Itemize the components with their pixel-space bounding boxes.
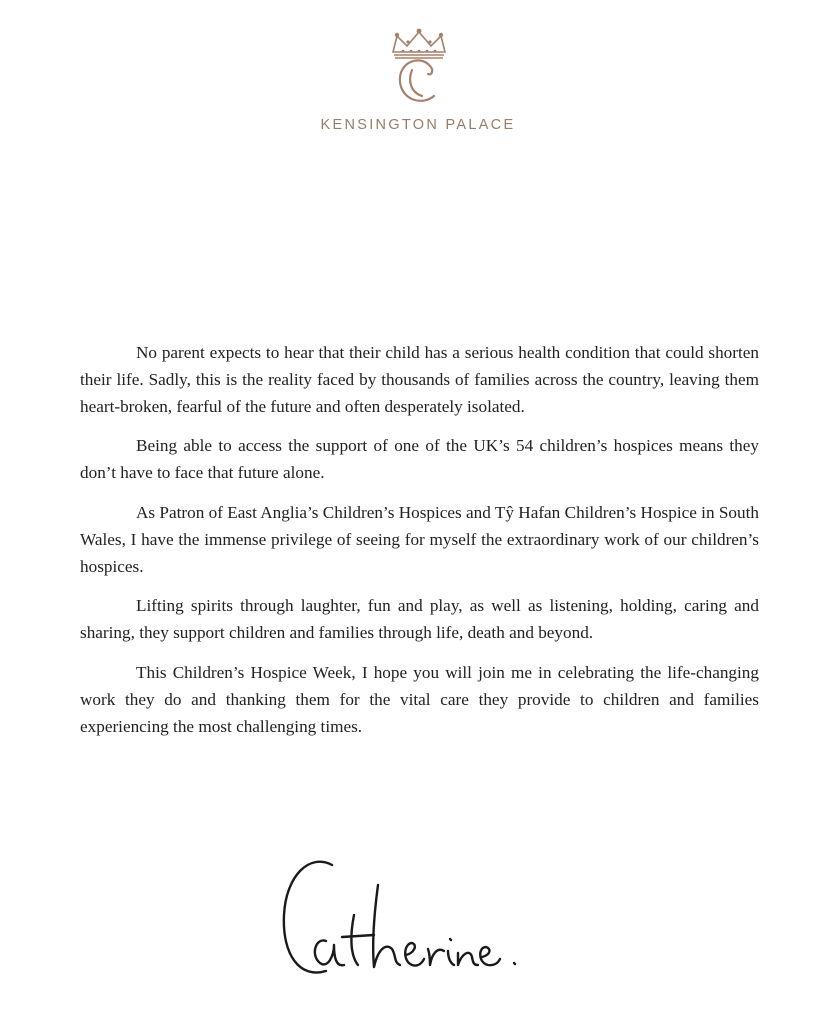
signature-drawing (270, 845, 530, 995)
paragraph: Being able to access the support of one of the UK’s 54 children’s hospices means they don’t have to face that future alone. (80, 436, 759, 483)
signature (270, 845, 530, 995)
letterhead (0, 0, 836, 140)
paragraph: As Patron of East Anglia’s Children’s Hospices and Tŷ Hafan Children’s Hospice in South Wales, I have the immense privilege of seeing for myself the extraordinary work of our children’s hospices. (80, 502, 759, 576)
paragraph: No parent expects to hear that their child has a serious health condition that could shorten their life. Sadly, this is the reality faced by thousands of families across the country, leaving them heart-broken, fearful of the future and often desperately isolated. (80, 343, 759, 416)
letter-body (80, 340, 759, 753)
paragraph: Lifting spirits through laughter, fun and play, as well as listening, holding, caring and sharing, they support children and families through life, death and beyond. (80, 596, 759, 643)
crown-icon (387, 26, 451, 60)
institution-name: KENSINGTON PALACE (320, 117, 516, 133)
signature-text: Catherine. (397, 990, 403, 991)
paragraph: This Children’s Hospice Week, I hope you will join me in celebrating the life-changing work they do and thanking them for the vital care they provide to children and families experiencing the most challenging times. (80, 662, 759, 736)
monogram-letter: C (418, 94, 420, 95)
monogram-icon (392, 56, 446, 108)
